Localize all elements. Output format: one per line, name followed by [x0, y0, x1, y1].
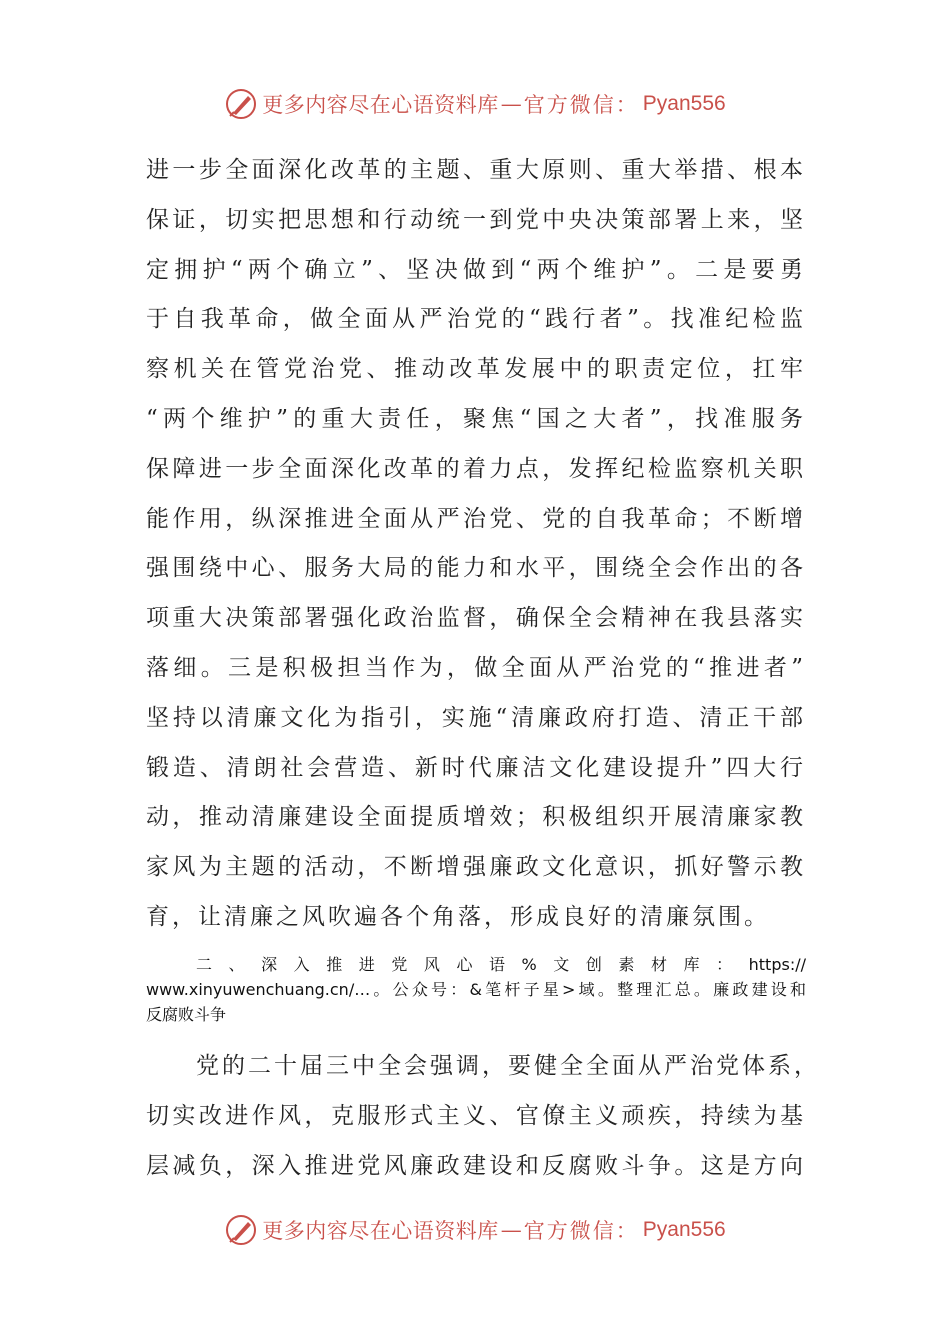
paragraph-line: 于自我革命，做全面从严治党的“践行者”。找准纪检监 [146, 306, 806, 333]
paragraph-line: 党的二十届三中全会强调，要健全全面从严治党体系， [196, 1053, 820, 1079]
paragraph-line: 动，推动清廉建设全面提质增效；积极组织开展清廉家教 [146, 804, 806, 831]
paragraph-line: 坚持以清廉文化为指引，实施“清廉政府打造、清正干部 [146, 704, 806, 731]
paragraph-line: 锻造、清朗社会营造、新时代廉洁文化建设提升”四大行 [146, 754, 806, 781]
paragraph-line: “两个维护”的重大责任，聚焦“国之大者”，找准服务 [146, 405, 806, 432]
banner-wechat-label: 官方微信： [523, 1219, 639, 1243]
heading-line: www.xinyuwenchuang.cn/…。公众号：&笔杆子星>域。整理汇总。廉政建设和 [146, 980, 806, 999]
paragraph-line: 能作用，纵深推进全面从严治党、党的自我革命；不断增 [146, 505, 806, 532]
paragraph-line: 育，让清廉之风吹遍各个角落，形成良好的清廉氛围。 [146, 903, 770, 930]
banner-separator: — [500, 92, 522, 116]
paragraph-line: 察机关在管党治党、推动改革发展中的职责定位，扛牢 [146, 356, 806, 383]
paragraph-line: 家风为主题的活动，不断增强廉政文化意识，抓好警示教 [146, 854, 806, 881]
paragraph-line: 进一步全面深化改革的主题、重大原则、重大举措、根本 [146, 157, 806, 183]
banner-wechat-label: 官方微信： [523, 93, 639, 117]
banner-main-text: 更多内容尽在心语资料库 [262, 1219, 499, 1243]
banner-wechat-id: Pyan556 [642, 1218, 726, 1241]
quill-pen-logo-icon [224, 1213, 258, 1247]
section-heading [146, 952, 806, 1027]
paragraph-line: 切实改进作风，克服形式主义、官僚主义顽疾，持续为基 [146, 1102, 806, 1129]
paragraph-1 [146, 146, 806, 943]
banner-separator: — [500, 1218, 522, 1242]
heading-line: 二、深入推进党风心语%文创素材库：https:// [196, 955, 806, 974]
footer-banner [0, 1210, 950, 1250]
paragraph-line: 项重大决策部署强化政治监督，确保全会精神在我县落实 [146, 605, 806, 632]
paragraph-line: 落细。三是积极担当作为，做全面从严治党的“推进者” [146, 654, 806, 681]
paragraph-line: 强围绕中心、服务大局的能力和水平，围绕全会作出的各 [146, 555, 806, 582]
paragraph-line: 定拥护“两个确立”、坚决做到“两个维护”。二是要勇 [146, 256, 806, 283]
banner-main-text: 更多内容尽在心语资料库 [262, 93, 499, 117]
banner-wechat-id: Pyan556 [642, 92, 726, 115]
heading-line: 反腐败斗争 [146, 1005, 227, 1024]
paragraph-line: 保证，切实把思想和行动统一到党中央决策部署上来，坚 [146, 206, 806, 233]
paragraph-2 [146, 1042, 820, 1191]
quill-pen-logo-icon [224, 87, 258, 121]
paragraph-line: 保障进一步全面深化改革的着力点，发挥纪检监察机关职 [146, 455, 806, 482]
paragraph-line: 层减负，深入推进党风廉政建设和反腐败斗争。这是方向 [146, 1152, 806, 1179]
header-banner [0, 84, 950, 124]
